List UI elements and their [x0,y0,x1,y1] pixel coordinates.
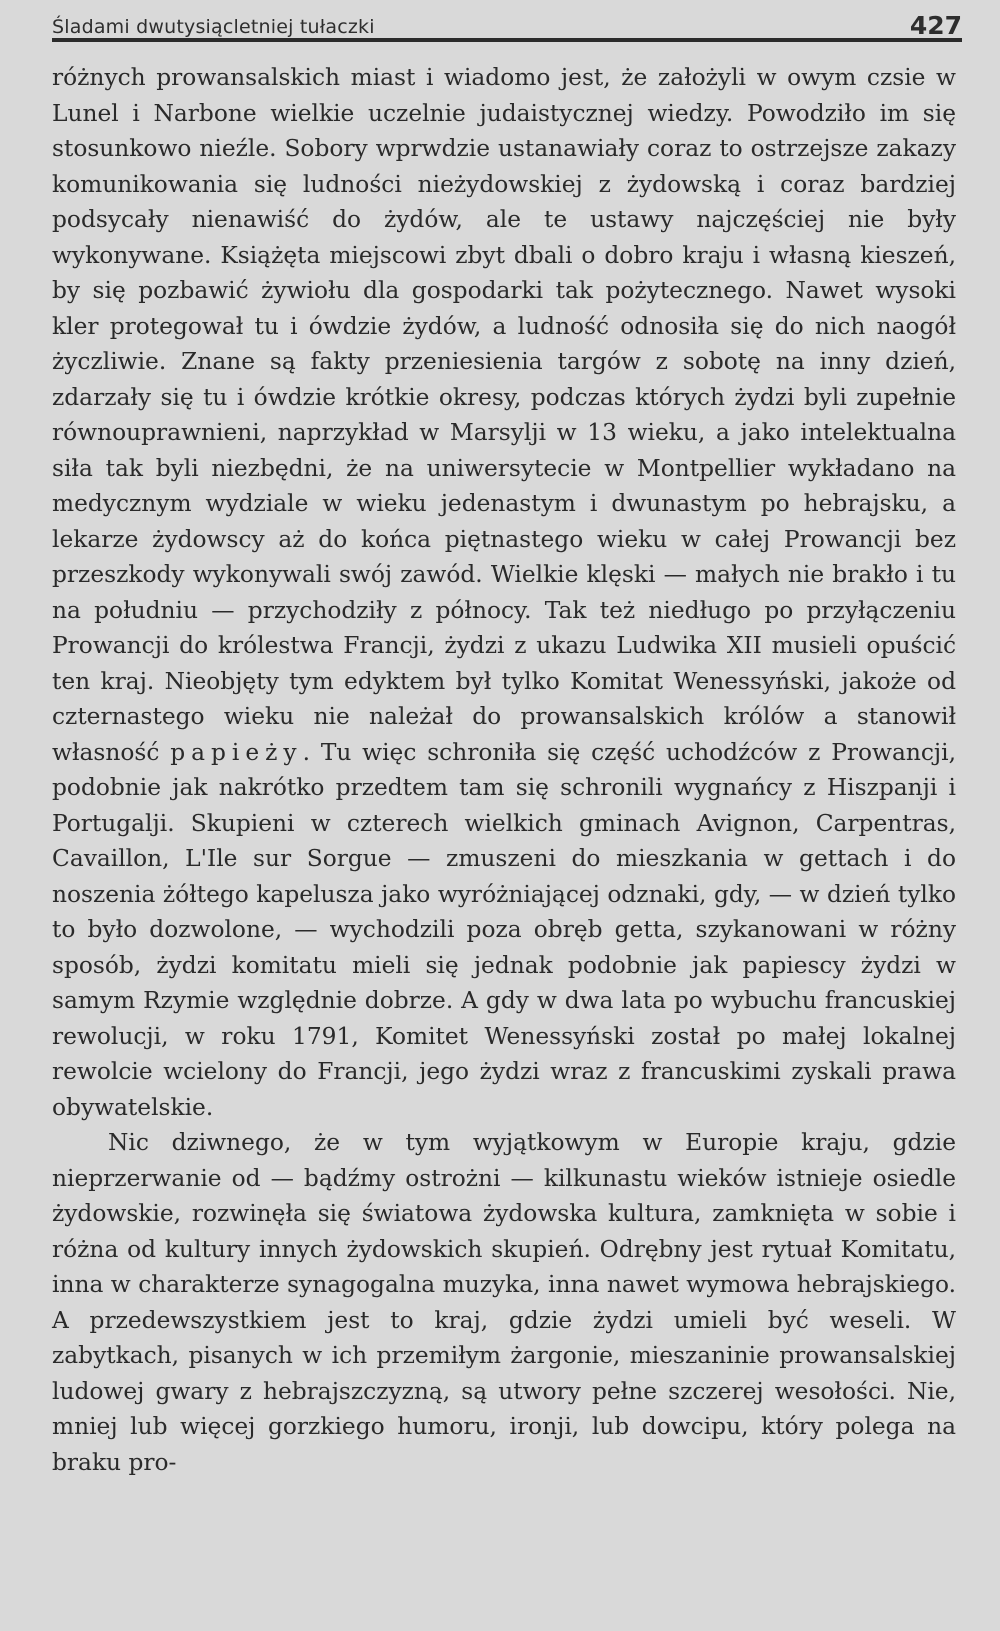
running-head [52,4,962,38]
page-number: 427 [909,11,962,40]
paragraph-1 [52,60,956,1125]
running-title: Śladami dwutysiącletniej tułaczki [52,16,375,38]
paragraph-1-text: różnych prowansalskich miast i wiadomo jest, że założyli w owym czsie w Lunel i Narbone wielkie uczelnie judaistycznej wiedzy. Powodziło im się stosunkowo nieźle. Sobory wprwdzie ustanawiały coraz to ostrzejsze zakazy komunikowania się ludności nieżydowskiej z żydowską i coraz bardziej podsycały nienawiść do żydów, ale te ustawy najczęściej nie były wykonywane. Książęta miejscowi zbyt dbali o dobro kraju i własną kieszeń, by się pozbawić żywiołu dla gospodarki tak pożytecznego. Nawet wysoki kler protegował tu i ówdzie żydów, a ludność odnosiła się do nich naogół życzliwie. Znane są fakty przeniesienia targów z sobotę na inny dzień, zdarzały się tu i ówdzie krótkie okresy, podczas których żydzi byli zupełnie równouprawnieni, naprzykład w Marsylji w 13 wieku, a jako intelektualna siła tak byli niezbędni, że na uniwersytecie w Montpellier wykładano na medycznym wydziale w wieku jedenastym i dwunastym po hebrajsku, a lekarze żydowscy aż do końca piętnastego wieku w całej Prowancji bez przeszkody wykonywali swój zawód. Wielkie klęski — małych nie brakło i tu na południu — przychodziły z północy. Tak też niedługo po przyłączeniu Prowancji do królestwa Francji, żydzi z ukazu Ludwika XII musieli opuścić ten kraj. Nieobjęty tym edyktem był tylko Komitat Wenessyński, jakoże od czternastego wieku nie należał do prowansalskich królów a stanowił własność [52,64,956,766]
body-text [52,60,956,1480]
paragraph-2: Nic dziwnego, że w tym wyjątkowym w Europie kraju, gdzie nieprzerwanie od — bądźmy ostrożni — kilkunastu wieków istnieje osiedle żydowskie, rozwinęła się światowa żydowska kultura, zamknięta w sobie i różna od kultury innych żydowskich skupień. Odrębny jest rytuał Komitatu, inna w charakterze synagogalna muzyka, inna nawet wymowa hebrajskiego. A przedewszystkiem jest to kraj, gdzie żydzi umieli być weseli. W zabytkach, pisanych w ich przemiłym żargonie, mieszaninie prowansalskiej ludowej gwary z hebrajszczyzną, są utwory pełne szczerej wesołości. Nie, mniej lub więcej gorzkiego humoru, ironji, lub dowcipu, który polega na braku pro- [52,1129,956,1476]
paragraph-1-continuation: . Tu więc schroniła się część uchodźców z Prowancji, podobnie jak nakrótko przedtem tam się schronili wygnańcy z Hiszpanji i Portugalji. Skupieni w czterech wielkich gminach Avignon, Carpentras, Cavaillon, L'Ile sur Sorgue — zmuszeni do mieszkania w gettach i do noszenia żółtego kapelusza jako wyróżniającej odznaki, gdy, — w dzień tylko to było dozwolone, — wychodzili poza obręb getta, szykanowani w różny sposób, żydzi komitatu mieli się jednak podobnie jak papiescy żydzi w samym Rzymie względnie dobrze. A gdy w dwa lata po wybuchu francuskiej rewolucji, w roku 1791, Komitet Wenessyński został po małej lokalnej rewolcie wcielony do Francji, jego żydzi wraz z francuskimi zyskali prawa obywatelskie. [52,738,957,1121]
emphasized-word: papieży [170,738,303,766]
header-rule [52,38,962,42]
